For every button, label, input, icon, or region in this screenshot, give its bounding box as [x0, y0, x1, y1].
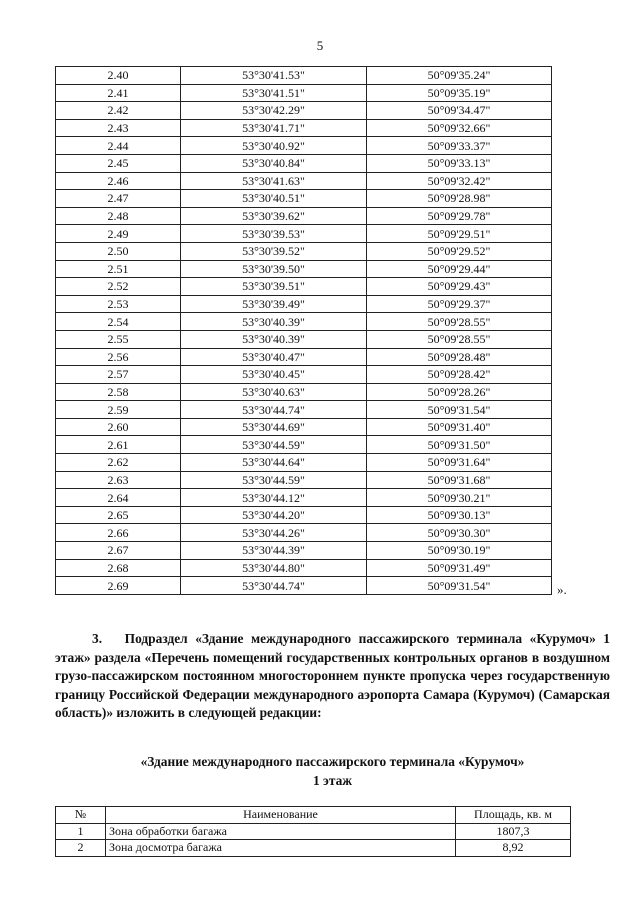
table-row [56, 436, 552, 454]
longitude: 50°09'28.98" [367, 190, 552, 208]
longitude: 50°09'33.37" [367, 137, 552, 155]
table-row [56, 454, 552, 472]
latitude: 53°30'40.92" [181, 137, 367, 155]
latitude: 53°30'40.39" [181, 330, 367, 348]
page-number: 5 [316, 38, 324, 53]
table-row [56, 506, 552, 524]
longitude: 50°09'35.19" [367, 84, 552, 102]
table-row [56, 242, 552, 260]
latitude: 53°30'41.71" [181, 119, 367, 137]
header-number: № [56, 807, 106, 824]
latitude: 53°30'42.29" [181, 102, 367, 120]
longitude: 50°09'31.54" [367, 577, 552, 595]
point-id: 2.66 [56, 524, 181, 542]
table-row [56, 401, 552, 419]
room-number: 1 [56, 823, 106, 840]
point-id: 2.61 [56, 436, 181, 454]
point-id: 2.64 [56, 489, 181, 507]
longitude: 50°09'31.64" [367, 454, 552, 472]
longitude: 50°09'35.24" [367, 67, 552, 85]
point-id: 2.69 [56, 577, 181, 595]
point-id: 2.58 [56, 383, 181, 401]
table-row [56, 366, 552, 384]
table-row [56, 330, 552, 348]
rooms-header-row [56, 807, 571, 824]
room-area: 8,92 [456, 840, 571, 857]
point-id: 2.52 [56, 278, 181, 296]
latitude: 53°30'40.63" [181, 383, 367, 401]
latitude: 53°30'44.20" [181, 506, 367, 524]
longitude: 50°09'28.55" [367, 330, 552, 348]
longitude: 50°09'30.19" [367, 542, 552, 560]
longitude: 50°09'29.37" [367, 295, 552, 313]
table-row [56, 577, 552, 595]
table-row [56, 348, 552, 366]
latitude: 53°30'41.63" [181, 172, 367, 190]
point-id: 2.65 [56, 506, 181, 524]
table-row [56, 207, 552, 225]
table-row [56, 559, 552, 577]
point-id: 2.45 [56, 154, 181, 172]
table-row [56, 823, 571, 840]
latitude: 53°30'44.12" [181, 489, 367, 507]
point-id: 2.41 [56, 84, 181, 102]
table-row [56, 313, 552, 331]
latitude: 53°30'44.59" [181, 471, 367, 489]
heading-title: «Здание международного пассажирского терминала «Курумоч» [140, 754, 525, 769]
latitude: 53°30'41.53" [181, 67, 367, 85]
point-id: 2.48 [56, 207, 181, 225]
longitude: 50°09'29.52" [367, 242, 552, 260]
point-id: 2.68 [56, 559, 181, 577]
latitude: 53°30'39.50" [181, 260, 367, 278]
latitude: 53°30'44.74" [181, 401, 367, 419]
longitude: 50°09'30.30" [367, 524, 552, 542]
latitude: 53°30'44.39" [181, 542, 367, 560]
point-id: 2.47 [56, 190, 181, 208]
table-row [56, 119, 552, 137]
latitude: 53°30'44.64" [181, 454, 367, 472]
longitude: 50°09'31.50" [367, 436, 552, 454]
point-id: 2.44 [56, 137, 181, 155]
latitude: 53°30'40.84" [181, 154, 367, 172]
latitude: 53°30'40.39" [181, 313, 367, 331]
header-area: Площадь, кв. м [456, 807, 571, 824]
longitude: 50°09'30.13" [367, 506, 552, 524]
longitude: 50°09'31.40" [367, 418, 552, 436]
latitude: 53°30'40.45" [181, 366, 367, 384]
table-row [56, 102, 552, 120]
point-id: 2.57 [56, 366, 181, 384]
point-id: 2.50 [56, 242, 181, 260]
point-id: 2.53 [56, 295, 181, 313]
table-row [56, 278, 552, 296]
room-number: 2 [56, 840, 106, 857]
table-row [56, 840, 571, 857]
table-row [56, 190, 552, 208]
room-name: Зона досмотра багажа [106, 840, 456, 857]
point-id: 2.54 [56, 313, 181, 331]
section-heading [55, 752, 610, 790]
table-row [56, 67, 552, 85]
point-id: 2.40 [56, 67, 181, 85]
latitude: 53°30'44.59" [181, 436, 367, 454]
longitude: 50°09'34.47" [367, 102, 552, 120]
paragraph-number: 3. [92, 631, 103, 646]
table-row [56, 471, 552, 489]
point-id: 2.63 [56, 471, 181, 489]
point-id: 2.55 [56, 330, 181, 348]
table-row [56, 225, 552, 243]
table-row [56, 383, 552, 401]
latitude: 53°30'39.52" [181, 242, 367, 260]
latitude: 53°30'39.62" [181, 207, 367, 225]
longitude: 50°09'28.55" [367, 313, 552, 331]
point-id: 2.56 [56, 348, 181, 366]
table-row [56, 260, 552, 278]
point-id: 2.62 [56, 454, 181, 472]
longitude: 50°09'29.78" [367, 207, 552, 225]
table-row [56, 542, 552, 560]
table-row [56, 489, 552, 507]
point-id: 2.46 [56, 172, 181, 190]
longitude: 50°09'28.42" [367, 366, 552, 384]
longitude: 50°09'32.66" [367, 119, 552, 137]
latitude: 53°30'44.69" [181, 418, 367, 436]
longitude: 50°09'30.21" [367, 489, 552, 507]
longitude: 50°09'31.49" [367, 559, 552, 577]
latitude: 53°30'44.74" [181, 577, 367, 595]
longitude: 50°09'31.68" [367, 471, 552, 489]
longitude: 50°09'29.43" [367, 278, 552, 296]
point-id: 2.51 [56, 260, 181, 278]
latitude: 53°30'39.51" [181, 278, 367, 296]
point-id: 2.43 [56, 119, 181, 137]
amendment-paragraph [55, 630, 610, 723]
point-id: 2.60 [56, 418, 181, 436]
longitude: 50°09'28.48" [367, 348, 552, 366]
table-row [56, 418, 552, 436]
latitude: 53°30'39.53" [181, 225, 367, 243]
coordinates-closing-quote: ». [557, 582, 567, 597]
latitude: 53°30'40.51" [181, 190, 367, 208]
rooms-table [55, 806, 571, 857]
table-row [56, 295, 552, 313]
point-id: 2.59 [56, 401, 181, 419]
table-row [56, 172, 552, 190]
latitude: 53°30'44.26" [181, 524, 367, 542]
longitude: 50°09'28.26" [367, 383, 552, 401]
longitude: 50°09'31.54" [367, 401, 552, 419]
paragraph-text: Подраздел «Здание международного пассажирского терминала «Курумоч» 1 этаж» раздела «Перечень помещений государственных контрольных органов в воздушном грузо-пассажирском постоянном многостороннем пункте пропуска через государственную границу Российской Федерации международного аэропорта Самара (Курумоч) (Самарская область)» изложить в следующей редакции: [55, 631, 611, 721]
table-row [56, 524, 552, 542]
table-row [56, 154, 552, 172]
point-id: 2.42 [56, 102, 181, 120]
longitude: 50°09'32.42" [367, 172, 552, 190]
latitude: 53°30'39.49" [181, 295, 367, 313]
longitude: 50°09'29.51" [367, 225, 552, 243]
latitude: 53°30'44.80" [181, 559, 367, 577]
latitude: 53°30'40.47" [181, 348, 367, 366]
heading-floor: 1 этаж [313, 773, 352, 788]
room-name: Зона обработки багажа [106, 823, 456, 840]
table-row [56, 137, 552, 155]
coordinates-table [55, 66, 552, 595]
point-id: 2.49 [56, 225, 181, 243]
point-id: 2.67 [56, 542, 181, 560]
table-row [56, 84, 552, 102]
longitude: 50°09'29.44" [367, 260, 552, 278]
longitude: 50°09'33.13" [367, 154, 552, 172]
room-area: 1807,3 [456, 823, 571, 840]
latitude: 53°30'41.51" [181, 84, 367, 102]
header-name: Наименование [106, 807, 456, 824]
